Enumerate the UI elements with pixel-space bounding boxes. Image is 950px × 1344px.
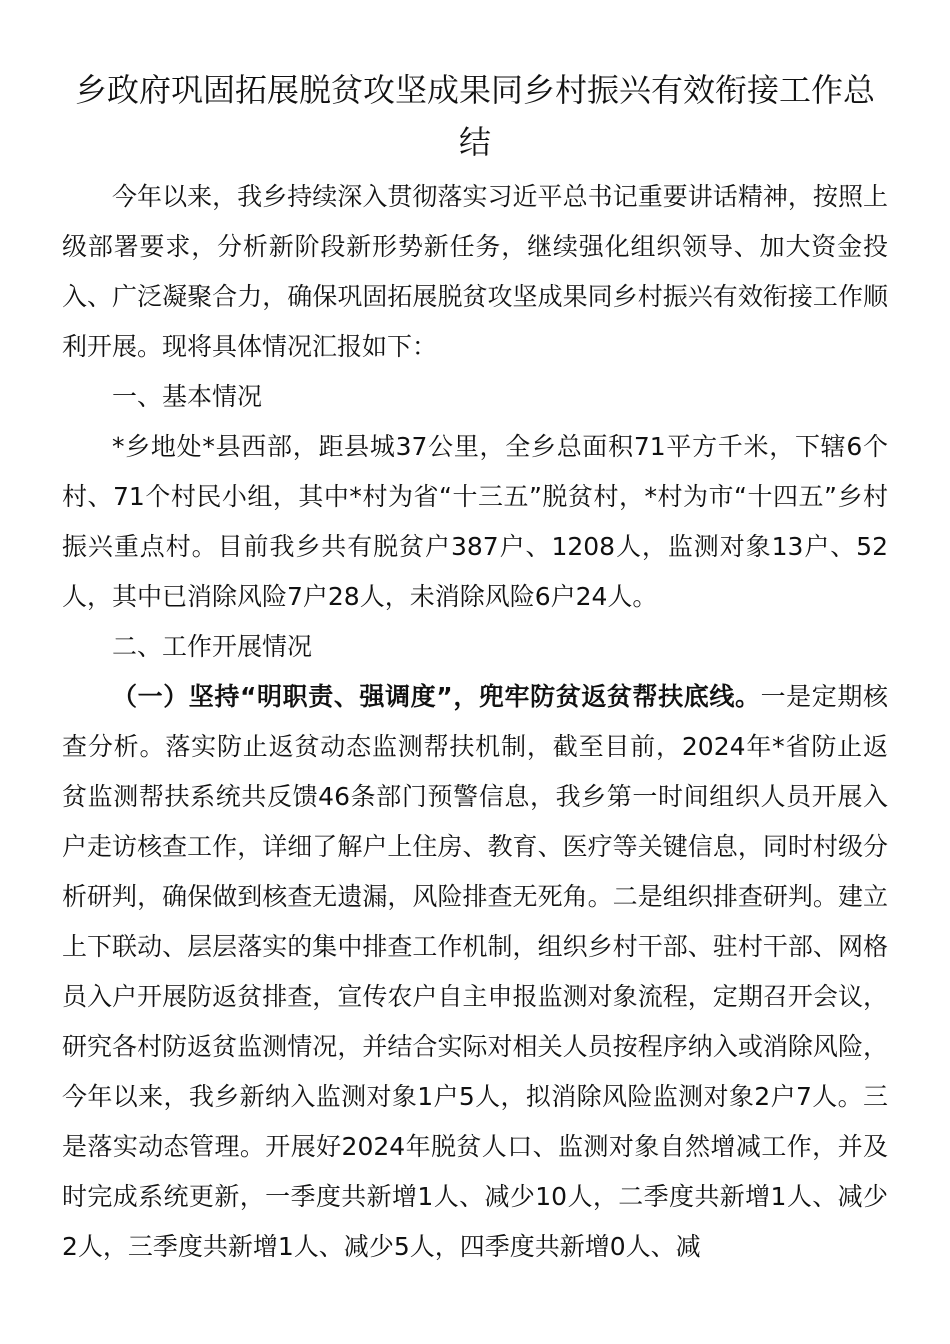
basic-situation-paragraph: *乡地处*县西部，距县城37公里，全乡总面积71平方千米，下辖6个村、71个村民小组，其中*村为省“十三五”脱贫村，*村为市“十四五”乡村振兴重点村。目前我乡共有脱贫户387户、1208人，监测对象13户、52人，其中已消除风险7户28人，未消除风险6户24人。 bbox=[62, 432, 888, 611]
intro-paragraph: 今年以来，我乡持续深入贯彻落实习近平总书记重要讲话精神，按照上级部署要求，分析新阶段新形势新任务，继续强化组织领导、加大资金投入、广泛凝聚合力，确保巩固拓展脱贫攻坚成果同乡村振兴有效衔接工作顺利开展。现将具体情况汇报如下： bbox=[62, 182, 888, 361]
section-heading-work: 二、工作开展情况 bbox=[112, 632, 313, 661]
document-title: 乡政府巩固拓展脱贫攻坚成果同乡村振兴有效衔接工作总结 bbox=[74, 71, 875, 161]
subsection-lead: （一）坚持“明职责、强调度”，兜牢防贫返贫帮扶底线。 bbox=[112, 682, 761, 711]
subsection-paragraph bbox=[62, 672, 888, 1272]
section-heading-basic: 一、基本情况 bbox=[112, 382, 263, 411]
subsection-body: 一是定期核查分析。落实防止返贫动态监测帮扶机制，截至目前，2024年*省防止返贫监测帮扶系统共反馈46条部门预警信息，我乡第一时间组织人员开展入户走访核查工作，详细了解户上住房、教育、医疗等关键信息，同时村级分析研判，确保做到核查无遗漏，风险排查无死角。二是组织排查研判。建立上下联动、层层落实的集中排查工作机制，组织乡村干部、驻村干部、网格员入户开展防返贫排查，宣传农户自主申报监测对象流程，定期召开会议，研究各村防返贫监测情况，并结合实际对相关人员按程序纳入或消除风险，今年以来，我乡新纳入监测对象1户5人，拟消除风险监测对象2户7人。三是落实动态管理。开展好2024年脱贫人口、监测对象自然增减工作，并及时完成系统更新，一季度共新增1人、减少10人，二季度共新增1人、减少2人，三季度共新增1人、减少5人，四季度共新增0人、减 bbox=[62, 682, 888, 1261]
